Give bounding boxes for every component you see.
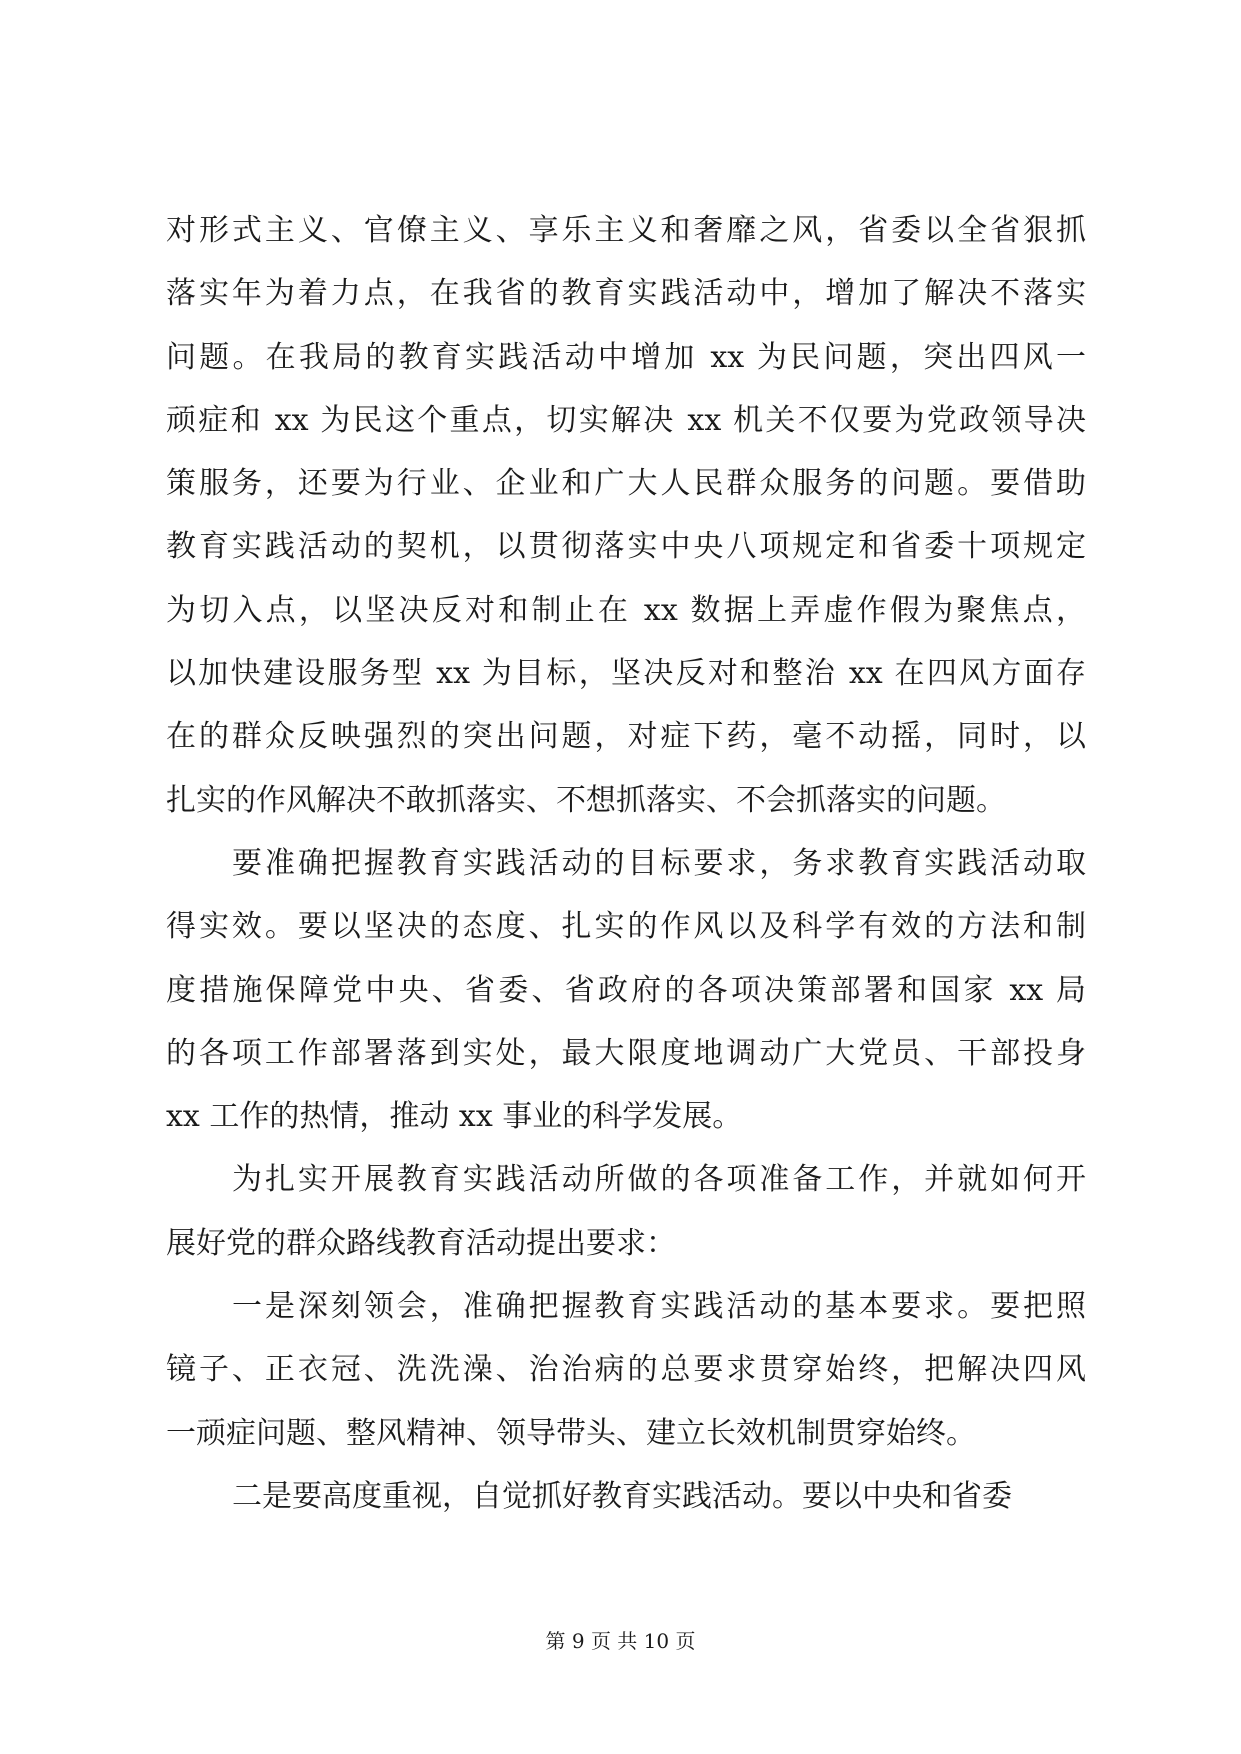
text-line: 为扎实开展教育实践活动所做的各项准备工作，并就如何开 [232,1162,1086,1198]
text-line: 为切入点，以坚决反对和制止在 xx 数据上弄虚作假为聚焦点， [166,592,1086,628]
paragraph [166,1465,1086,1528]
text-line: 得实效。要以坚决的态度、扎实的作风以及科学有效的方法和制 [166,909,1086,945]
text-line: 问题。在我局的教育实践活动中增加 xx 为民问题，突出四风一 [166,339,1086,375]
text-line: 在的群众反映强烈的突出问题，对症下药，毫不动摇，同时，以 [166,719,1086,755]
paragraph [166,1148,1086,1275]
paragraph [166,199,1086,832]
text-line: 落实年为着力点，在我省的教育实践活动中，增加了解决不落实 [166,276,1086,312]
document-body [166,199,1086,1528]
text-line: 以加快建设服务型 xx 为目标，坚决反对和整治 xx 在四风方面存 [166,656,1086,692]
text-line: 顽症和 xx 为民这个重点，切实解决 xx 机关不仅要为党政领导决 [166,402,1086,438]
text-line: 一是深刻领会，准确把握教育实践活动的基本要求。要把照 [232,1289,1086,1325]
text-line: 要准确把握教育实践活动的目标要求，务求教育实践活动取 [232,845,1086,881]
text-line: 展好党的群众路线教育活动提出要求： [166,1225,676,1261]
page-footer: 第 9 页 共 10 页 [545,1629,696,1653]
text-line: 度措施保障党中央、省委、省政府的各项决策部署和国家 xx 局 [166,972,1086,1008]
paragraph [166,1275,1086,1465]
text-line: 镜子、正衣冠、洗洗澡、治治病的总要求贯穿始终，把解决四风 [166,1352,1086,1388]
text-line: 的各项工作部署落到实处，最大限度地调动广大党员、干部投身 [166,1035,1086,1071]
text-line: 策服务，还要为行业、企业和广大人民群众服务的问题。要借助 [166,466,1086,502]
text-line: 对形式主义、官僚主义、享乐主义和奢靡之风，省委以全省狠抓 [166,213,1086,248]
text-line: 一顽症问题、整风精神、领导带头、建立长效机制贯穿始终。 [166,1415,976,1451]
paragraph [166,832,1086,1148]
text-line: 扎实的作风解决不敢抓落实、不想抓落实、不会抓落实的问题。 [166,782,1006,818]
text-line: 教育实践活动的契机，以贯彻落实中央八项规定和省委十项规定 [166,529,1086,565]
text-line: xx 工作的热情，推动 xx 事业的科学发展。 [166,1099,743,1135]
text-line: 二是要高度重视，自觉抓好教育实践活动。要以中央和省委 [232,1478,1012,1514]
